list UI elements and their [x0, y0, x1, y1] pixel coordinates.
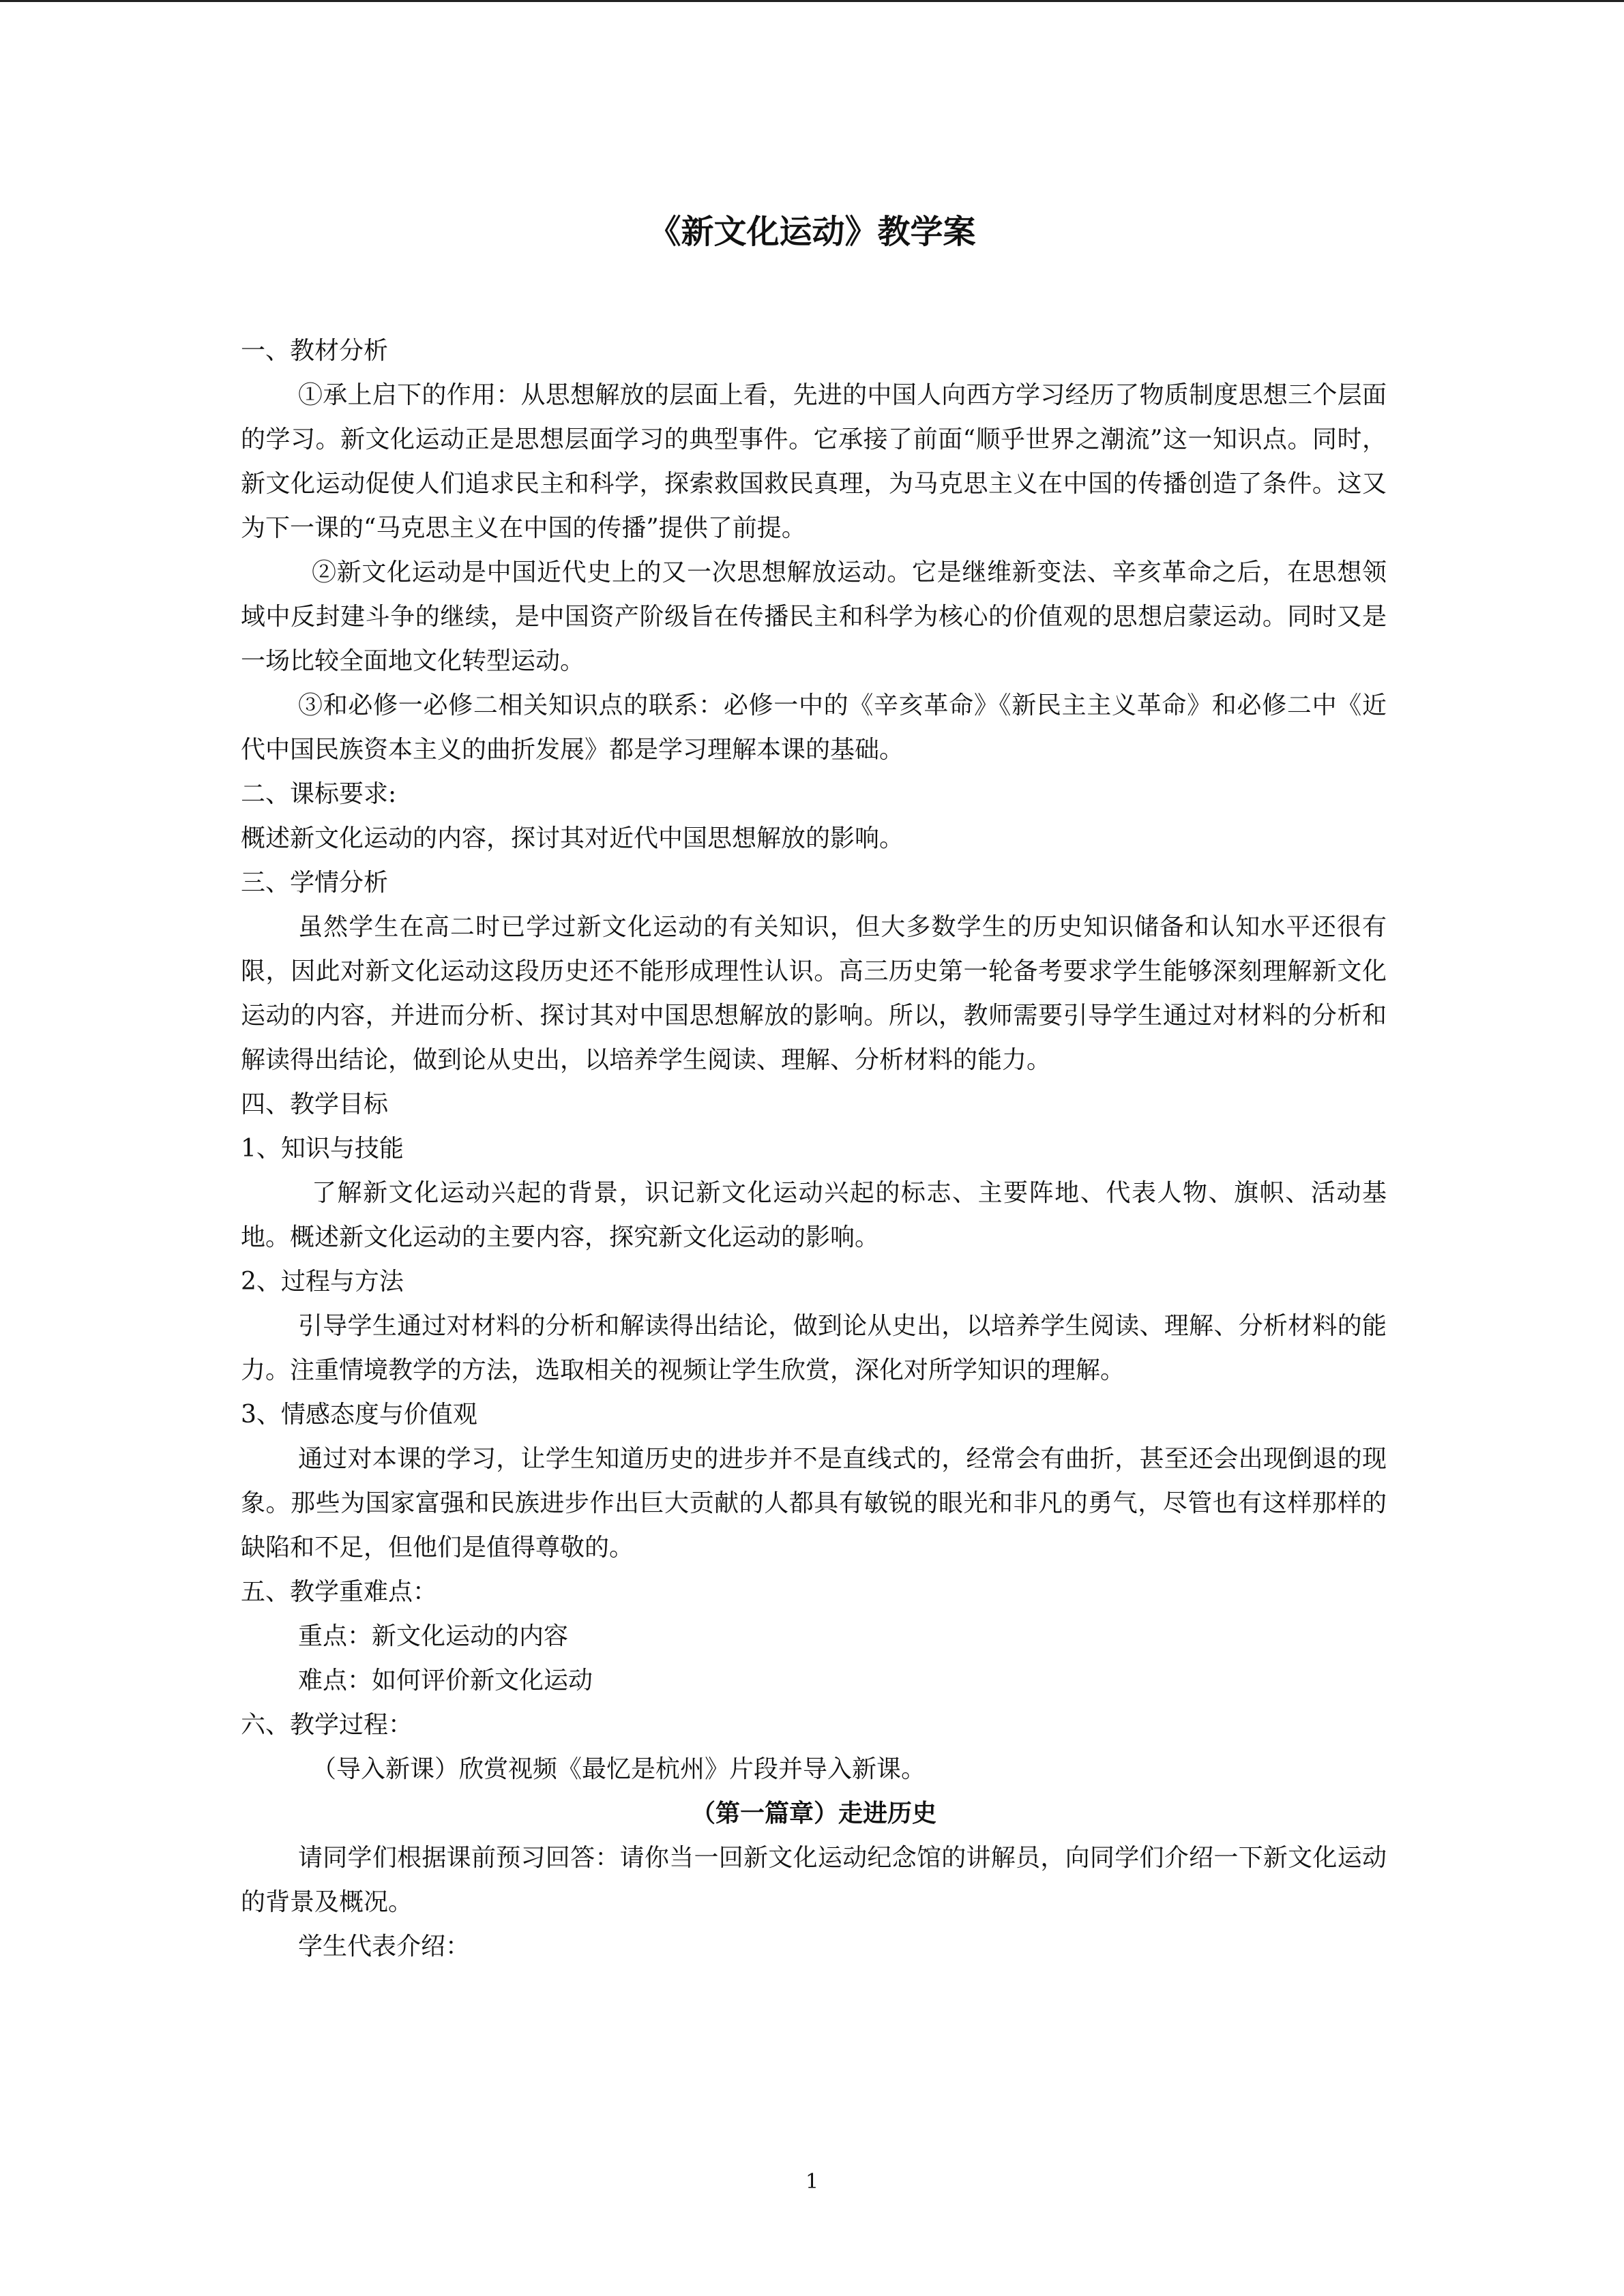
subheading-knowledge-skills: 1、知识与技能	[241, 1135, 404, 1163]
section-heading-textbook-analysis: 一、教材分析	[241, 337, 389, 365]
paragraph-related-knowledge: ③和必修一必修二相关知识点的联系：必修一中的《辛亥革命》《新民主主义革命》和必修二中《近代中国民族资本主义的曲折发展》都是学习理解本课的基础。	[241, 691, 1387, 764]
page-number: 1	[805, 2170, 819, 2194]
key-point: 重点：新文化运动的内容	[298, 1622, 569, 1650]
section-heading-student-analysis: 三、学情分析	[241, 869, 389, 897]
subheading-process-method: 2、过程与方法	[241, 1268, 404, 1296]
difficult-point: 难点：如何评价新文化运动	[298, 1667, 593, 1695]
section-heading-curriculum-requirements: 二、课标要求:	[241, 780, 397, 808]
paragraph-movement-nature: ②新文化运动是中国近代史上的又一次思想解放运动。它是继维新变法、辛亥革命之后，在思想领域中反封建斗争的继续，是中国资产阶级旨在传播民主和科学为核心的价值观的思想启蒙运动。同时又是一场比较全面地文化转型运动。	[241, 558, 1387, 675]
section-heading-key-difficult-points: 五、教学重难点：	[241, 1578, 438, 1606]
paragraph-emotion-values: 通过对本课的学习，让学生知道历史的进步并不是直线式的，经常会有曲折，甚至还会出现倒退的现象。那些为国家富强和民族进步作出巨大贡献的人都具有敏锐的眼光和非凡的勇气，尽管也有这样那样的缺陷和不足，但他们是值得尊敬的。	[241, 1445, 1387, 1562]
paragraph-process-method: 引导学生通过对材料的分析和解读得出结论，做到论从史出，以培养学生阅读、理解、分析材料的能力。注重情境教学的方法，选取相关的视频让学生欣赏，深化对所学知识的理解。	[241, 1312, 1387, 1384]
paragraph-preview-question: 请同学们根据课前预习回答：请你当一回新文化运动纪念馆的讲解员，向同学们介绍一下新文化运动的背景及概况。	[241, 1844, 1387, 1916]
page-top-border	[0, 0, 1624, 2]
paragraph-curriculum-requirements: 概述新文化运动的内容，探讨其对近代中国思想解放的影响。	[241, 824, 904, 852]
section-heading-teaching-process: 六、教学过程：	[241, 1711, 413, 1739]
chapter-heading: （第一篇章）走进历史	[690, 1800, 936, 1828]
paragraph-lesson-intro: （导入新课）欣赏视频《最忆是杭州》片段并导入新课。	[312, 1755, 926, 1783]
document-body	[241, 329, 1387, 1969]
subheading-emotion-values: 3、情感态度与价值观	[241, 1401, 477, 1429]
document-title: 《新文化运动》教学案	[648, 213, 976, 251]
paragraph-role: ①承上启下的作用：从思想解放的层面上看，先进的中国人向西方学习经历了物质制度思想三个层面的学习。新文化运动正是思想层面学习的典型事件。它承接了前面“顺乎世界之潮流”这一知识点。同时，新文化运动促使人们追求民主和科学，探索救国救民真理，为马克思主义在中国的传播创造了条件。这又为下一课的“马克思主义在中国的传播”提供了前提。	[241, 381, 1387, 542]
paragraph-student-analysis: 虽然学生在高二时已学过新文化运动的有关知识，但大多数学生的历史知识储备和认知水平还很有限，因此对新文化运动这段历史还不能形成理性认识。高三历史第一轮备考要求学生能够深刻理解新文化运动的内容，并进而分析、探讨其对中国思想解放的影响。所以，教师需要引导学生通过对材料的分析和解读得出结论，做到论从史出，以培养学生阅读、理解、分析材料的能力。	[241, 913, 1387, 1074]
section-heading-teaching-goals: 四、教学目标	[241, 1090, 389, 1118]
paragraph-knowledge-skills: 了解新文化运动兴起的背景，识记新文化运动兴起的标志、主要阵地、代表人物、旗帜、活动基地。概述新文化运动的主要内容，探究新文化运动的影响。	[241, 1179, 1387, 1251]
paragraph-student-presentation: 学生代表介绍：	[298, 1933, 471, 1960]
